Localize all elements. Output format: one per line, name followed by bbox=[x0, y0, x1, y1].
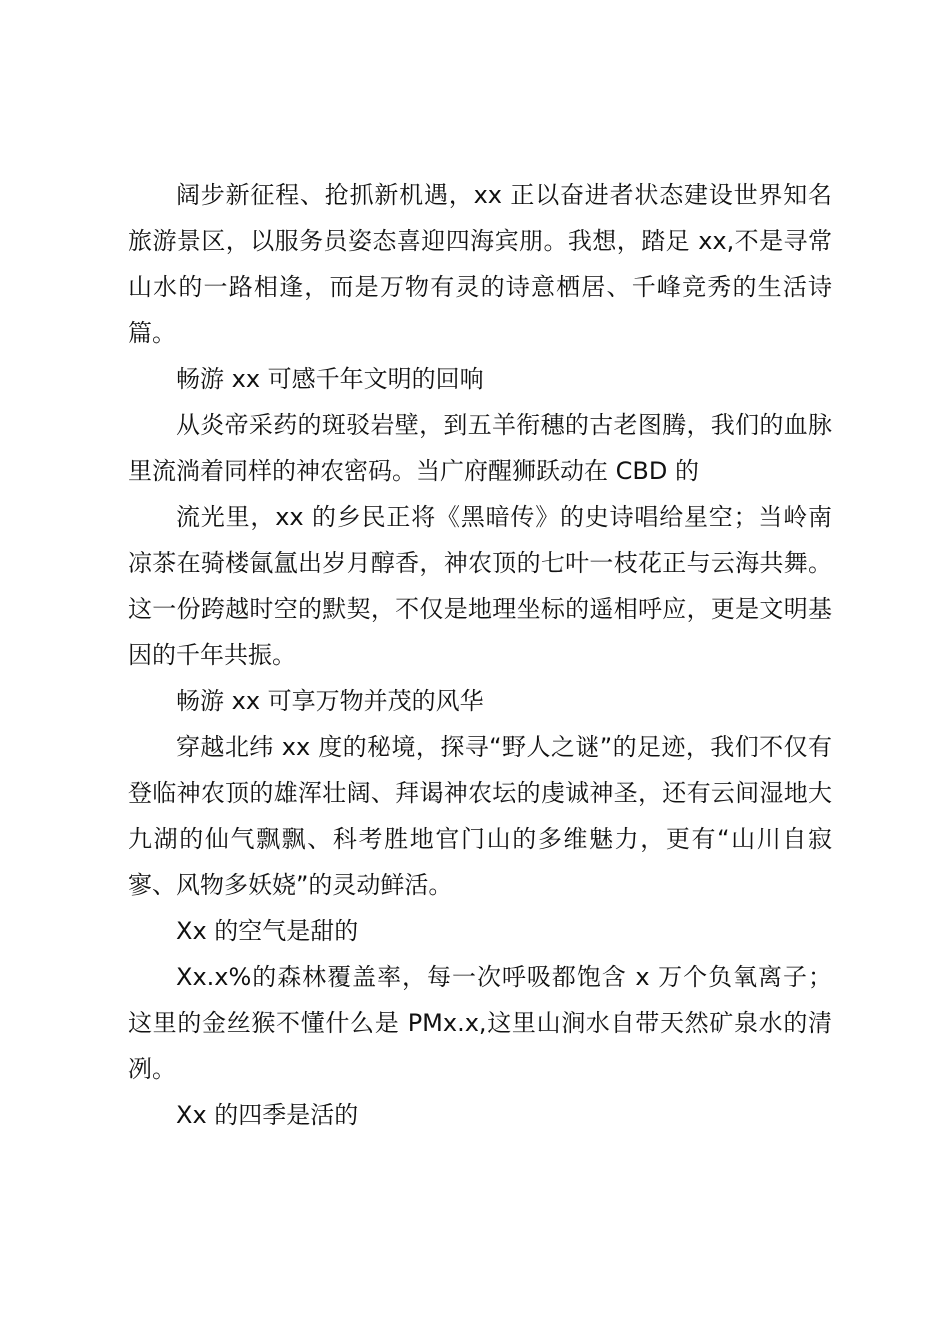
paragraph-intro: 阔步新征程、抢抓新机遇，xx 正以奋进者状态建设世界知名旅游景区，以服务员姿态喜迎四海宾朋。我想，踏足 xx,不是寻常山水的一路相逢，而是万物有灵的诗意栖居、千峰竞秀的生活诗篇。 bbox=[128, 181, 832, 347]
paragraph-culture-2: 流光里，xx 的乡民正将《黑暗传》的史诗唱给星空；当岭南凉茶在骑楼氤氲出岁月醇香，神农顶的七叶一枝花正与云海共舞。这一份跨越时空的默契，不仅是地理坐标的遥相呼应，更是文明基因的千年共振。 bbox=[128, 503, 832, 669]
section-heading-seasons: Xx 的四季是活的 bbox=[176, 1101, 359, 1129]
section-heading-culture: 畅游 xx 可感千年文明的回响 bbox=[176, 365, 484, 393]
paragraph-nature: 穿越北纬 xx 度的秘境，探寻“野人之谜”的足迹，我们不仅有登临神农顶的雄浑壮阔、拜谒神农坛的虔诚神圣，还有云间湿地大九湖的仙气飘飘、科考胜地官门山的多维魅力，更有“山川自寂寥、风物多妖娆”的灵动鲜活。 bbox=[128, 733, 832, 899]
paragraph-air: Xx.x%的森林覆盖率，每一次呼吸都饱含 x 万个负氧离子；这里的金丝猴不懂什么是 PMx.x,这里山涧水自带天然矿泉水的清冽。 bbox=[128, 963, 832, 1083]
section-heading-air: Xx 的空气是甜的 bbox=[176, 917, 359, 945]
document-body bbox=[128, 172, 832, 1138]
section-heading-nature: 畅游 xx 可享万物并茂的风华 bbox=[176, 687, 484, 715]
paragraph-culture-1: 从炎帝采药的斑驳岩壁，到五羊衔穗的古老图腾，我们的血脉里流淌着同样的神农密码。当广府醒狮跃动在 CBD 的 bbox=[128, 411, 832, 485]
